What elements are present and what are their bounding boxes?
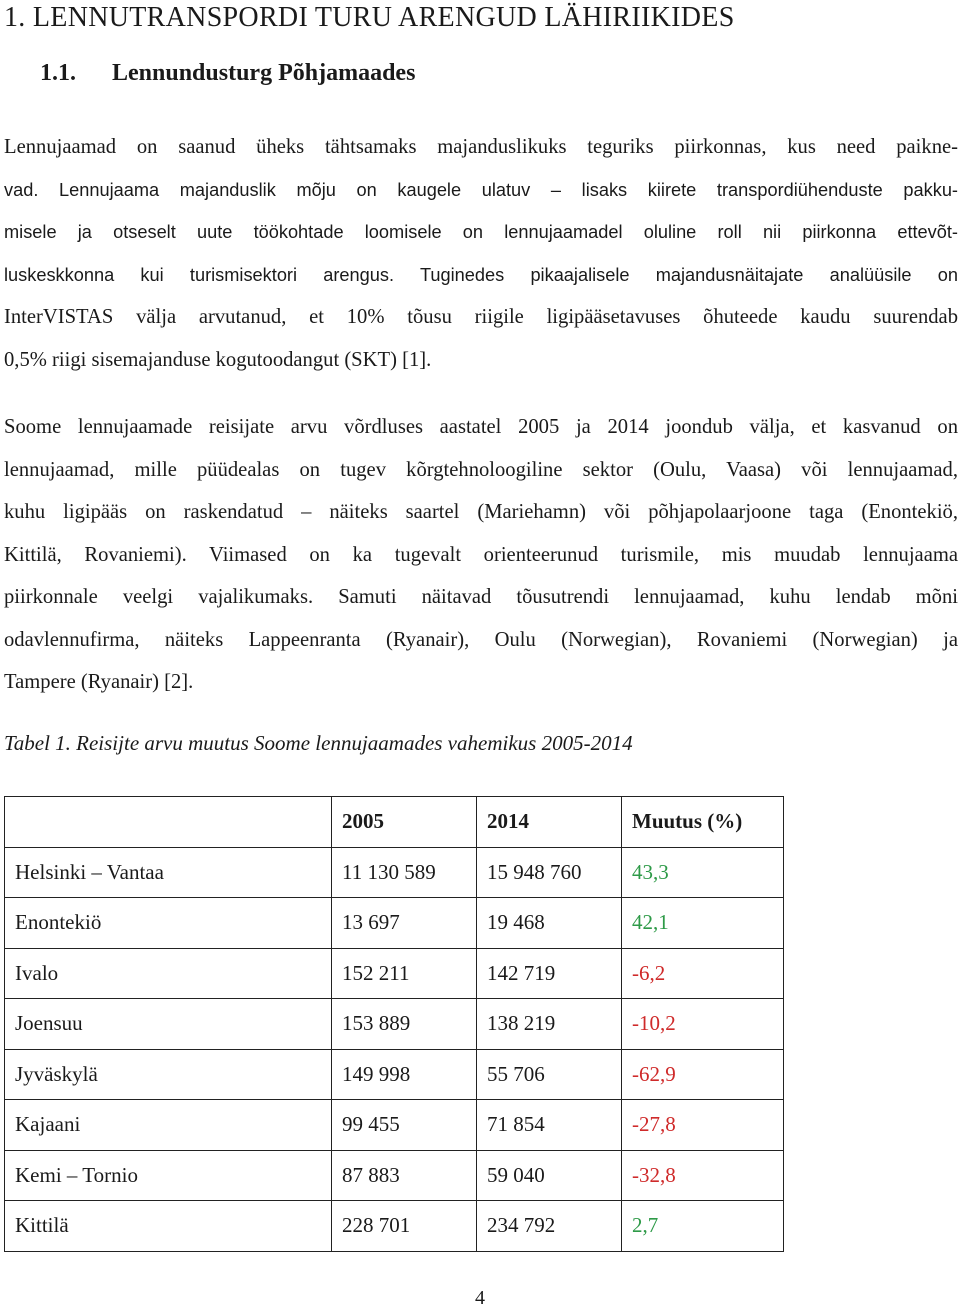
cell-change: 43,3 (622, 847, 784, 898)
table-row (5, 948, 784, 999)
cell-2014: 15 948 760 (477, 847, 622, 898)
cell-2005: 11 130 589 (332, 847, 477, 898)
table-row (5, 1049, 784, 1100)
cell-change: 2,7 (622, 1201, 784, 1252)
cell-change: -32,8 (622, 1150, 784, 1201)
header-cell-2014: 2014 (477, 797, 622, 848)
cell-2005: 153 889 (332, 999, 477, 1050)
table-row (5, 1100, 784, 1151)
section-title: Lennundusturg Põhjamaades (112, 60, 416, 86)
paragraph-2-line: piirkonnale veelgi vajalikumaks. Samuti näitavad tõusutrendi lennujaamad, kuhu lendab mõni (4, 586, 958, 608)
table-row (5, 1201, 784, 1252)
cell-2014: 138 219 (477, 999, 622, 1050)
paragraph-2-line: Kittilä, Rovaniemi). Viimased on ka tugevalt orienteerunud turismile, mis muudab lennujaama (4, 543, 958, 566)
paragraph-2-line: odavlennufirma, näiteks Lappeenranta (Ryanair), Oulu (Norwegian), Rovaniemi (Norwegian) ja (4, 628, 958, 651)
cell-2005: 152 211 (332, 948, 477, 999)
cell-2014: 234 792 (477, 1201, 622, 1252)
paragraph-1-line-5: InterVISTAS välja arvutanud, et 10% tõusu riigile ligipääsetavuses õhuteede kaudu suurendab (4, 306, 958, 328)
paragraph-2-line: Tampere (Ryanair) [2]. (4, 671, 194, 693)
cell-2005: 13 697 (332, 898, 477, 949)
cell-2005: 99 455 (332, 1100, 477, 1151)
paragraph-1-line-2: vad. Lennujaama majanduslik mõju on kaugele ulatuv – lisaks kiirete transpordiühenduste pakku- (4, 179, 958, 200)
section-heading (40, 60, 415, 87)
paragraph-1-line-1: Lennujaamad on saanud üheks tähtsamaks majanduslikuks teguriks piirkonnas, kus need paikne- (4, 136, 958, 158)
cell-2005: 87 883 (332, 1150, 477, 1201)
cell-change: -62,9 (622, 1049, 784, 1100)
cell-change: -10,2 (622, 999, 784, 1050)
passenger-table (4, 796, 784, 1252)
header-cell-2005: 2005 (332, 797, 477, 848)
table-header-row (5, 797, 784, 848)
cell-2014: 55 706 (477, 1049, 622, 1100)
cell-airport: Helsinki – Vantaa (5, 847, 332, 898)
paragraph-1 (4, 126, 958, 381)
cell-airport: Kittilä (5, 1201, 332, 1252)
paragraph-2-line: kuhu ligipääs on raskendatud – näiteks saartel (Mariehamn) või põhjapolaarjoone taga (Enontekiö, (4, 501, 958, 523)
cell-2014: 59 040 (477, 1150, 622, 1201)
cell-airport: Kemi – Tornio (5, 1150, 332, 1201)
cell-airport: Kajaani (5, 1100, 332, 1151)
cell-2005: 149 998 (332, 1049, 477, 1100)
header-cell-change: Muutus (%) (622, 797, 784, 848)
cell-airport: Enontekiö (5, 898, 332, 949)
paragraph-2 (4, 406, 958, 704)
paragraph-2-line: lennujaamad, mille püüdealas on tugev kõrgtehnoloogiline sektor (Oulu, Vaasa) või lennujaamad, (4, 458, 958, 481)
cell-change: 42,1 (622, 898, 784, 949)
table-row (5, 898, 784, 949)
cell-2014: 71 854 (477, 1100, 622, 1151)
table-caption: Tabel 1. Reisijte arvu muutus Soome lennujaamades vahemikus 2005-2014 (4, 731, 633, 755)
cell-airport: Jyväskylä (5, 1049, 332, 1100)
cell-change: -27,8 (622, 1100, 784, 1151)
paragraph-2-line: Soome lennujaamade reisijate arvu võrdluses aastatel 2005 ja 2014 joondub välja, et kasvanud on (4, 416, 958, 438)
table-row (5, 1150, 784, 1201)
paragraph-1-line-4-end: Tuginedes pikaajalisele majandusnäitajate analüüsile on (394, 264, 958, 285)
table-row (5, 847, 784, 898)
cell-airport: Ivalo (5, 948, 332, 999)
section-number: 1.1. (40, 60, 76, 86)
header-cell-airport (5, 797, 332, 848)
paragraph-1-line-4 (4, 254, 958, 297)
table-row (5, 999, 784, 1050)
chapter-heading: 1. LENNUTRANSPORDI TURU ARENGUD LÄHIRIIKIDES (4, 2, 735, 33)
paragraph-1-line-3: misele ja otseselt uute töökohtade loomisele on lennujaamadel oluline roll nii piirkonna ettevõt- (4, 222, 958, 242)
cell-2005: 228 701 (332, 1201, 477, 1252)
page-number: 4 (475, 1287, 485, 1309)
cell-airport: Joensuu (5, 999, 332, 1050)
paragraph-1-line-4-start: luskeskkonna kui turismisektori arengus. (4, 264, 395, 285)
cell-2014: 142 719 (477, 948, 622, 999)
cell-2014: 19 468 (477, 898, 622, 949)
table-body (5, 847, 784, 1251)
cell-change: -6,2 (622, 948, 784, 999)
paragraph-1-line-6: 0,5% riigi sisemajanduse kogutoodangut (SKT) [1]. (4, 348, 432, 371)
